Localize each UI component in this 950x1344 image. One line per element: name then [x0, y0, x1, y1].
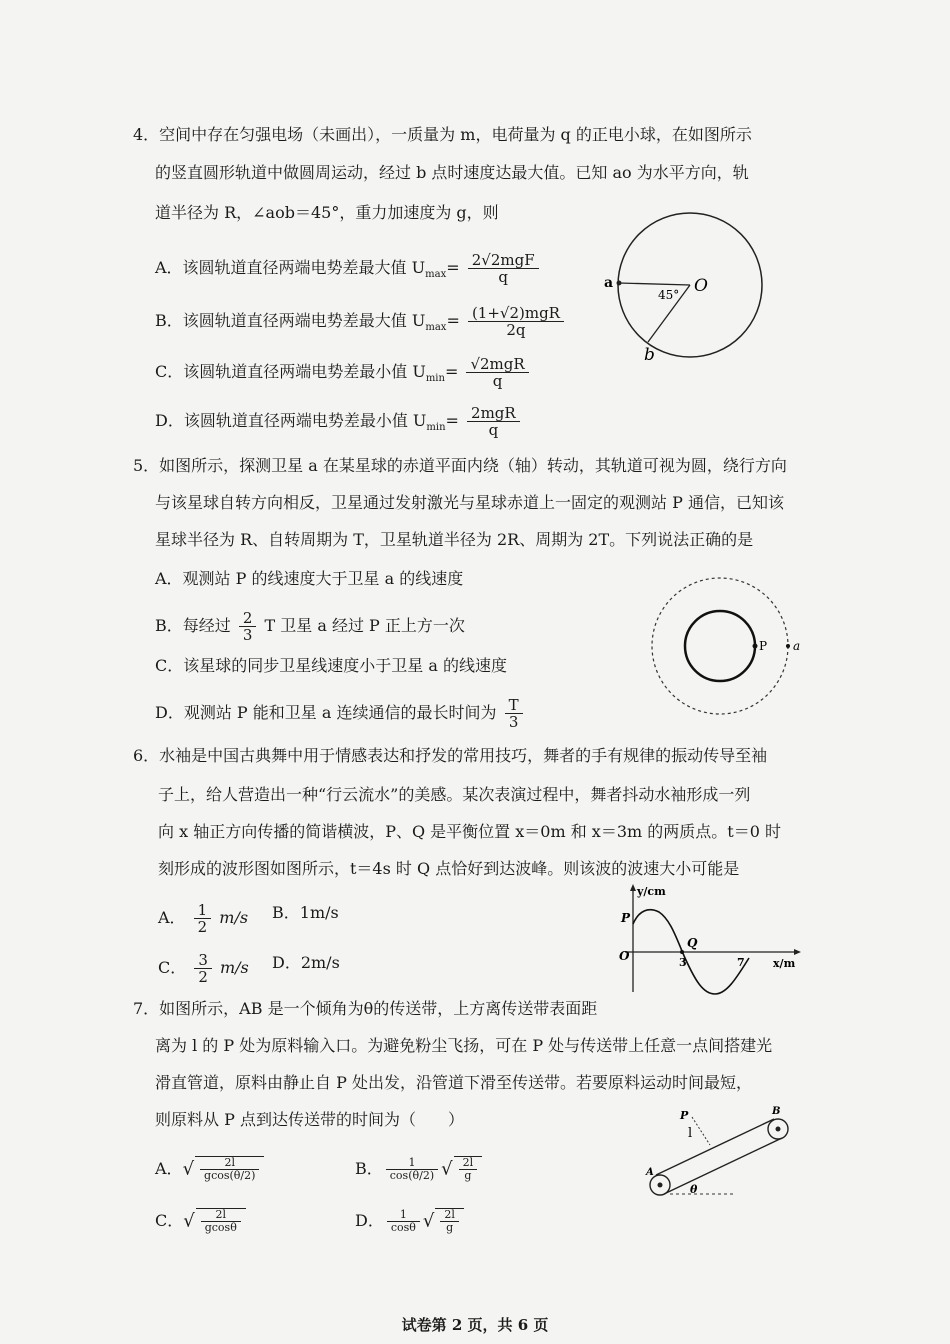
q7-stem-line1: 7．如图所示，AB 是一个倾角为θ的传送带，上方离传送带表面距: [133, 999, 598, 1018]
q4-option-b-num: (1+√2)mgR: [468, 305, 564, 322]
q7-option-c-pre: C．: [155, 1211, 184, 1230]
q7-label-b: B: [772, 1106, 781, 1117]
q6-option-c-unit: m/s: [219, 958, 249, 977]
q7-option-d-coef: [387, 1209, 420, 1234]
q4-stem-line2: 的竖直圆形轨道中做圆周运动，经过 b 点时速度达最大值。已知 ao 为水平方向，轨: [155, 163, 749, 182]
q6-label-q: Q: [687, 936, 698, 950]
q6-stem-line1: 6．水袖是中国古典舞中用于情感表达和抒发的常用技巧，舞者的手有规律的振动传导至袖: [133, 746, 768, 765]
q5-label-a: a: [793, 639, 801, 653]
q6-point-q: [680, 950, 684, 954]
q6-option-a-unit: m/s: [219, 908, 249, 927]
q7-option-b-coef-num: 1: [386, 1157, 438, 1170]
q5-stem-line1: 5．如图所示，探测卫星 a 在某星球的赤道平面内绕（轴）转动，其轨道可视为圆，绕行方向: [133, 456, 787, 475]
q4-option-c-frac: [466, 356, 528, 389]
q5-station-p: [753, 644, 758, 649]
q5-stem-line3: 星球半径为 R、自转周期为 T，卫星轨道半径为 2R、周期为 2T。下列说法正确的是: [155, 530, 754, 549]
q4-option-b-text: B．该圆轨道直径两端电势差最大值 U: [155, 311, 426, 330]
q4-option-a-text: A．该圆轨道直径两端电势差最大值 U: [155, 258, 426, 277]
q6-option-a: [158, 902, 248, 935]
q7-option-b-frac: [459, 1157, 478, 1182]
q6-label-o: O: [619, 949, 630, 963]
q5-option-d-num: T: [505, 697, 523, 714]
q7-belt-top-edge: [656, 1119, 774, 1175]
q6-option-c: [158, 952, 249, 985]
q7-pulley-b-hub: [776, 1127, 781, 1132]
q6-y-axis-arrow: [630, 884, 636, 891]
q4-label-a: a: [604, 275, 614, 291]
q4-option-d-frac: [467, 405, 520, 438]
q7-option-c-sqrt-icon: √: [183, 1210, 195, 1232]
q4-option-b-frac: [468, 305, 564, 338]
q7-option-c-frac: [201, 1209, 241, 1234]
q4-radius-ao: [619, 283, 690, 285]
q4-point-a: [617, 281, 622, 286]
q7-option-d-coef-den: cosθ: [390, 1221, 416, 1234]
q6-option-c-num: 3: [194, 952, 212, 969]
q7-option-a-num: 2l: [200, 1157, 259, 1170]
q6-option-d: D．2m/s: [272, 953, 340, 972]
q5-orbit-figure: [648, 578, 808, 718]
q6-label-xlabel: x/m: [773, 957, 796, 970]
q5-label-p: P: [759, 639, 768, 653]
q4-stem-line3: 道半径为 R，∠aob＝45°，重力加速度为 g，则: [155, 203, 499, 222]
q7-option-b-sqrt-icon: √: [441, 1158, 453, 1180]
q4-label-o: O: [694, 276, 708, 296]
q5-option-d-frac: [505, 697, 523, 730]
q6-label-ylabel: y/cm: [637, 885, 666, 898]
q7-belt-bottom-edge: [664, 1138, 782, 1194]
q4-label-b: b: [644, 345, 655, 365]
q4-option-c: C．该圆轨道直径两端电势差最小值 $U_{min}=$ $\frac{\text{√2mgR}}{q}$: [155, 356, 532, 390]
q5-option-c: C．该星球的同步卫星线速度小于卫星 a 的线速度: [155, 656, 507, 675]
q7-option-b-pre: B．: [355, 1159, 383, 1178]
q6-wave-figure: [615, 882, 805, 1002]
q7-stem-line4: 则原料从 P 点到达传送带的时间为（ ）: [155, 1110, 464, 1129]
q4-option-a-frac: [468, 252, 539, 285]
q4-option-a-num: 2√2mgF: [468, 252, 539, 269]
q7-option-a-sqrt-icon: √: [182, 1158, 195, 1180]
q7-option-d-num: 2l: [440, 1209, 459, 1222]
q7-option-b-num: 2l: [459, 1157, 478, 1170]
q6-stem-line2: 子上，给人营造出一种“行云流水”的美感。某次表演过程中，舞者抖动水袖形成一列: [158, 785, 751, 804]
q7-option-b-coef-den: cos(θ/2): [389, 1169, 435, 1182]
q6-option-a-frac: [194, 902, 212, 935]
q4-option-b: B．该圆轨道直径两端电势差最大值 $U_{max}=$ $\frac{\text{(1+√2)mgR}}{2q}$: [155, 305, 567, 339]
q5-option-d: [155, 697, 526, 730]
q7-option-d-den: g: [446, 1221, 454, 1234]
q5-planet: [685, 611, 755, 681]
q4-option-d-den: q: [488, 421, 499, 439]
q7-stem-line2: 离为 l 的 P 处为原料输入口。为避免粉尘飞扬，可在 P 处与传送带上任意一点间搭建光: [155, 1036, 773, 1055]
q5-option-b: [155, 610, 465, 643]
q4-option-d-num: 2mgR: [467, 405, 520, 422]
q7-option-d-frac: [440, 1209, 459, 1234]
q4-option-a: A．该圆轨道直径两端电势差最大值 $U_{max}=$ $\frac{\text{2√2mgF}}{q}$: [155, 252, 542, 286]
q7-option-d-sqrt-icon: √: [422, 1210, 435, 1232]
q4-option-c-den: q: [492, 372, 503, 390]
q5-satellite-orbit: [652, 578, 788, 714]
q4-option-a-den: q: [498, 268, 508, 286]
q6-option-c-den: 2: [198, 968, 208, 986]
q4-option-b-sub: max: [425, 322, 447, 334]
q5-option-d-pre: D．观测站 P 能和卫星 a 连续通信的最长时间为: [155, 703, 497, 722]
q7-distance-l: [692, 1117, 710, 1145]
q7-conveyor-figure: [640, 1105, 810, 1205]
q7-option-c-num: 2l: [201, 1209, 241, 1222]
q7-option-b-coef: [386, 1157, 438, 1182]
q5-option-b-pre: B．每经过: [155, 616, 231, 635]
q7-option-d-pre: D．: [355, 1211, 384, 1230]
q6-option-a-num: 1: [194, 902, 212, 919]
page-footer: 试卷第 2 页，共 6 页: [401, 1316, 549, 1334]
q4-label-angle: 45°: [658, 288, 680, 302]
q7-option-d-coef-num: 1: [387, 1209, 420, 1222]
q5-option-a: A．观测站 P 的线速度大于卫星 a 的线速度: [155, 569, 464, 588]
q4-option-b-den: 2q: [506, 321, 526, 339]
q7-label-l: l: [688, 1126, 693, 1141]
q5-option-d-den: 3: [508, 713, 519, 731]
q6-x-axis-arrow: [794, 949, 801, 955]
q6-option-c-frac: [194, 952, 212, 985]
q7-option-b: [355, 1156, 482, 1182]
q7-stem-line3: 滑直管道，原料由静止自 P 处出发，沿管道下滑至传送带。若要原料运动时间最短，: [155, 1073, 752, 1092]
q4-option-d-sub: min: [426, 422, 446, 434]
q6-option-a-pre: A．: [158, 908, 186, 927]
q5-option-b-frac: [239, 610, 257, 643]
q6-stem-line3: 向 x 轴正方向传播的简谐横波，P、Q 是平衡位置 x＝0m 和 x＝3m 的两质点。t＝0 时: [158, 822, 781, 841]
q7-option-c: [155, 1208, 246, 1234]
q7-option-b-den: g: [464, 1169, 472, 1182]
q6-stem-line4: 刻形成的波形图如图所示，t＝4s 时 Q 点恰好到达波峰。则该波的波速大小可能是: [158, 859, 740, 878]
q4-option-a-sub: max: [425, 269, 447, 281]
q5-option-b-den: 3: [242, 626, 253, 644]
q4-option-c-text: C．该圆轨道直径两端电势差最小值 U: [155, 362, 426, 381]
q7-option-a-frac: [200, 1157, 259, 1182]
q7-option-d: [355, 1208, 464, 1234]
q6-tick-3: 3: [679, 956, 687, 969]
q5-option-b-post: T 卫星 a 经过 P 正上方一次: [264, 616, 465, 635]
q4-option-c-sub: min: [425, 373, 445, 385]
q6-option-b: B．1m/s: [272, 903, 339, 922]
q4-option-d-text: D．该圆轨道直径两端电势差最小值 U: [155, 411, 427, 430]
q7-option-a: [155, 1156, 264, 1182]
q4-stem-line1: 4．空间中存在匀强电场（未画出），一质量为 m，电荷量为 q 的正电小球，在如图所示: [133, 125, 752, 144]
q6-option-c-pre: C．: [158, 958, 187, 977]
q4-option-c-num: √2mgR: [466, 356, 528, 373]
q4-circle-figure: [604, 210, 810, 370]
q7-option-a-pre: A．: [155, 1159, 183, 1178]
q7-label-p: P: [680, 1109, 689, 1122]
q7-option-c-den: gcosθ: [204, 1221, 237, 1234]
q4-option-d: D．该圆轨道直径两端电势差最小值 $U_{min}=$ $\frac{\text{2mgR}}{q}$: [155, 405, 523, 439]
q7-label-a: A: [646, 1167, 654, 1178]
q7-label-theta: θ: [690, 1183, 698, 1196]
q5-satellite-a: [786, 644, 790, 648]
q7-option-a-den: gcos(θ/2): [204, 1169, 256, 1182]
q6-label-p: P: [621, 911, 631, 925]
q6-option-a-den: 2: [197, 918, 208, 936]
q5-stem-line2: 与该星球自转方向相反，卫星通过发射激光与星球赤道上一固定的观测站 P 通信，已知该: [155, 493, 784, 512]
q6-tick-7: 7: [737, 956, 745, 969]
q7-pulley-a-hub: [658, 1183, 663, 1188]
q5-option-b-num: 2: [239, 610, 257, 627]
